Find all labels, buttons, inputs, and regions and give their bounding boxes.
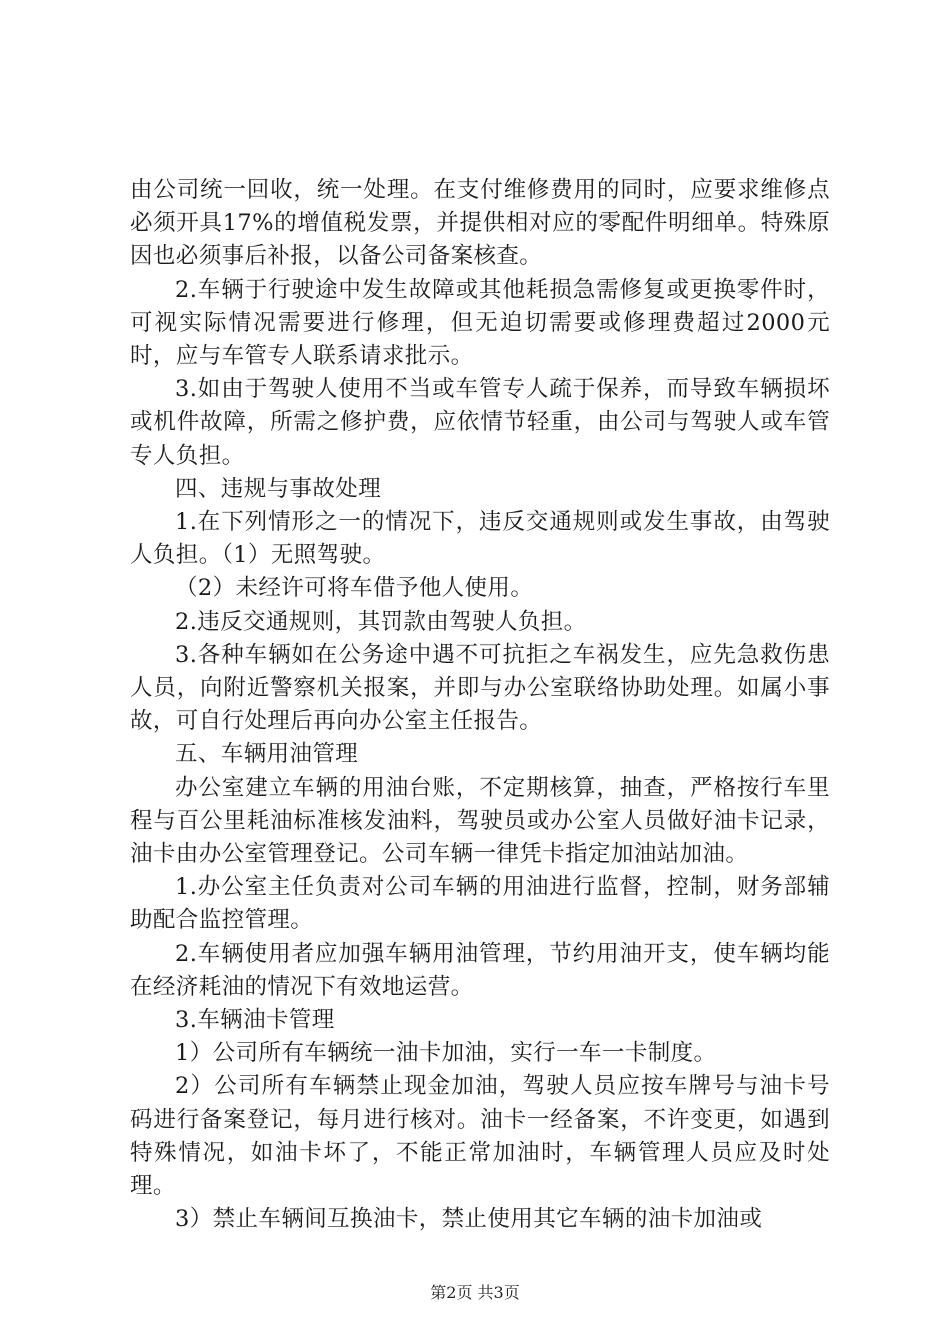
paragraph-fuel-card-3: 3）禁止车辆间互换油卡，禁止使用其它车辆的油卡加油或	[175, 1206, 763, 1233]
document-body	[130, 174, 830, 1237]
page-footer: 第2页 共3页	[430, 1283, 520, 1302]
paragraph-fuel-2: 2.车辆使用者应加强车辆用油管理，节约用油开支，使车辆均能在经济耗油的情况下有效地运营。	[130, 940, 830, 1000]
paragraph-fuel-card-2: 2）公司所有车辆禁止现金加油，驾驶人员应按车牌号与油卡号码进行备案登记，每月进行核对。油卡一经备案，不许变更，如遇到特殊情况，如油卡坏了，不能正常加油时，车辆管理人员应及时处理。	[130, 1073, 830, 1200]
paragraph-violation-3: 3.各种车辆如在公务途中遇不可抗拒之车祸发生，应先急救伤患人员，向附近警察机关报案，并即与办公室联络协助处理。如属小事故，可自行处理后再向办公室主任报告。	[130, 641, 830, 735]
section-heading-fuel: 五、车辆用油管理	[175, 741, 359, 768]
paragraph-item-3-maintenance: 3.如由于驾驶人使用不当或车管专人疏于保养，而导致车辆损坏或机件故障，所需之修护费，应依情节轻重，由公司与驾驶人或车管专人负担。	[130, 376, 830, 469]
paragraph-fuel-intro: 办公室建立车辆的用油台账，不定期核算，抽查，严格按行车里程与百公里耗油标准核发油料，驾驶员或办公室人员做好油卡记录，油卡由办公室管理登记。公司车辆一律凭卡指定加油站加油。	[130, 774, 830, 868]
paragraph-fuel-card-1: 1）公司所有车辆统一油卡加油，实行一车一卡制度。	[175, 1040, 717, 1067]
section-heading-violations: 四、违规与事故处理	[175, 475, 382, 502]
paragraph-item-2-repair: 2.车辆于行驶途中发生故障或其他耗损急需修复或更换零件时，可视实际情况需要进行修理，但无迫切需要或修理费超过2000元时，应与车管专人联系请求批示。	[130, 276, 830, 370]
paragraph-fuel-1: 1.办公室主任负责对公司车辆的用油进行监督，控制，财务部辅助配合监控管理。	[130, 874, 830, 934]
paragraph-violation-2: 2.违反交通规则，其罚款由驾驶人负担。	[175, 608, 587, 635]
paragraph-violation-1: 1.在下列情形之一的情况下，违反交通规则或发生事故，由驾驶人负担。（1）无照驾驶。	[130, 509, 830, 569]
paragraph-continuation: 由公司统一回收，统一处理。在支付维修费用的同时，应要求维修点必须开具17%的增值税发票，并提供相对应的零配件明细单。特殊原因也必须事后补报，以备公司备案核查。	[130, 177, 830, 270]
paragraph-fuel-3-heading: 3.车辆油卡管理	[175, 1007, 335, 1034]
paragraph-violation-1-2: （2）未经许可将车借予他人使用。	[175, 575, 534, 602]
